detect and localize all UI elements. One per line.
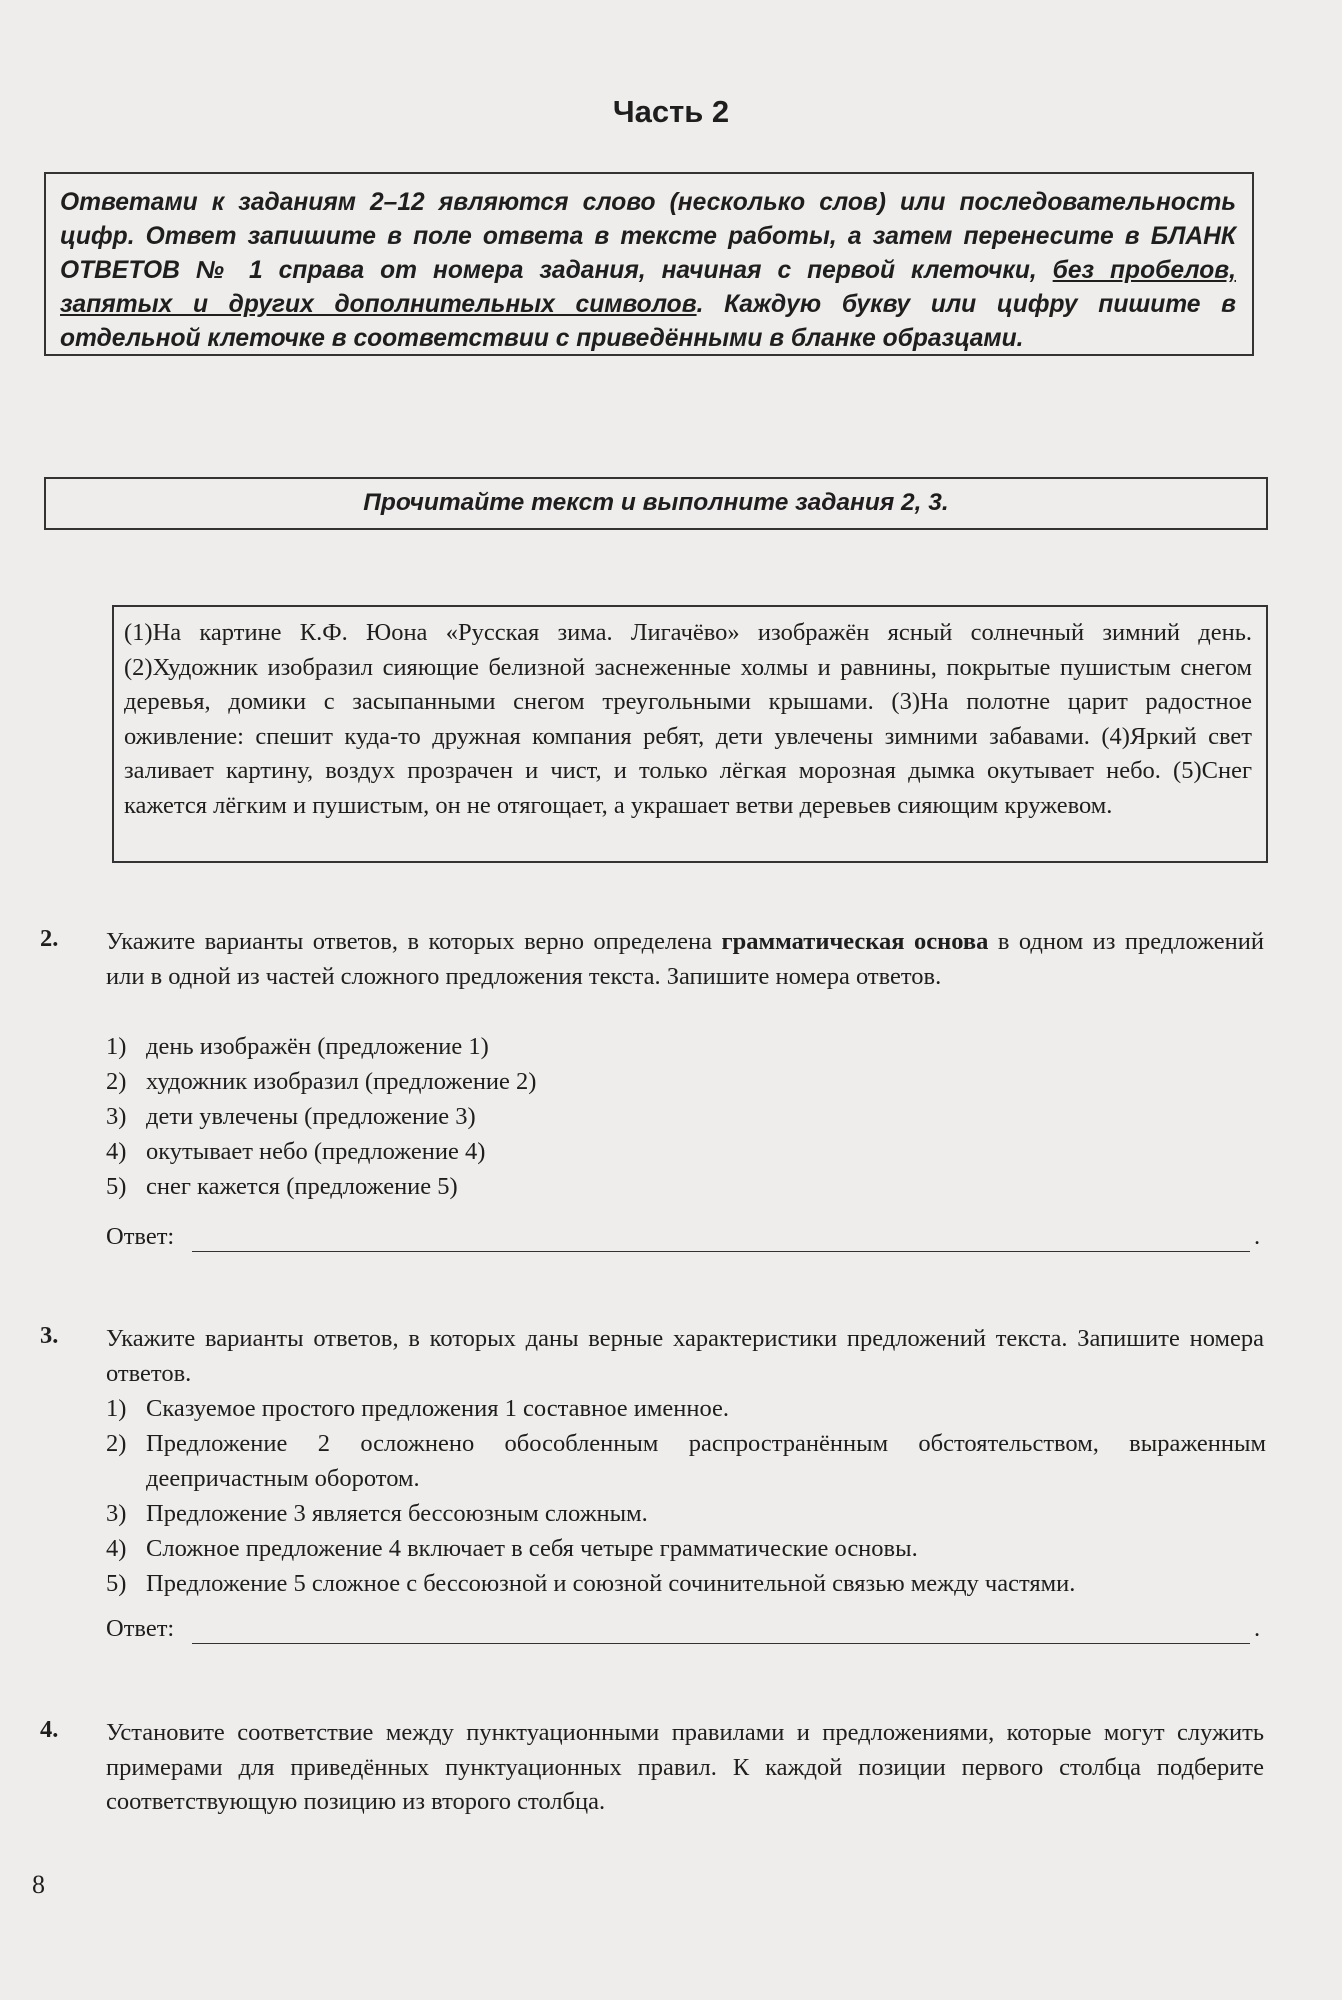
option-text: дети увлечены (предложение 3) — [146, 1103, 476, 1130]
option-number: 5) — [106, 1570, 127, 1597]
question-text-part: в одном из предложений или в одной из частей сложного предложения текста. Запишите номера ответов. — [106, 928, 1264, 990]
option-number: 1) — [106, 1033, 127, 1060]
answer-field[interactable] — [192, 1643, 1250, 1644]
option-text: Предложение 2 осложнено обособленным распространённым обстоятельством, выраженным деепричастным оборотом. — [146, 1430, 1266, 1492]
question-text: Установите соответствие между пунктуационными правилами и предложениями, которые могут служить примерами для приведённых пунктуационных правил. К каждой позиции первого столбца подберите соответствующую позицию из второго столбца. — [106, 1719, 1264, 1815]
instructions-text-end: . Каждую букву или цифру пишите в отдельной клеточке в соответствии с приведёнными в бланке образцами. — [60, 291, 1236, 352]
instructions-underlined: без пробелов, запятых и других дополнительных символов — [60, 257, 1236, 318]
question-text-bold: грамматическая основа — [721, 928, 989, 955]
option-item[interactable] — [106, 1169, 1266, 1204]
answer-end-dot: . — [1254, 1223, 1261, 1250]
option-item[interactable] — [106, 1426, 1266, 1496]
answer-row — [106, 1223, 1266, 1257]
instructions-box — [44, 172, 1254, 356]
option-item[interactable] — [106, 1064, 1266, 1099]
option-item[interactable] — [106, 1391, 1266, 1426]
option-number: 1) — [106, 1395, 127, 1422]
question-number: 2. — [40, 925, 59, 952]
option-text: день изображён (предложение 1) — [146, 1033, 489, 1060]
answer-end-dot: . — [1254, 1615, 1261, 1642]
option-number: 5) — [106, 1173, 127, 1200]
options-list — [106, 1029, 1266, 1204]
option-item[interactable] — [106, 1099, 1266, 1134]
options-list — [106, 1391, 1266, 1601]
option-text: Предложение 5 сложное с бессоюзной и союзной сочинительной связью между частями. — [146, 1570, 1076, 1597]
option-number: 2) — [106, 1430, 127, 1457]
option-text: Сказуемое простого предложения 1 составное именное. — [146, 1395, 729, 1422]
option-number: 2) — [106, 1068, 127, 1095]
answer-field[interactable] — [192, 1251, 1250, 1252]
answer-label: Ответ: — [106, 1615, 175, 1642]
option-number: 4) — [106, 1535, 127, 1562]
option-item[interactable] — [106, 1531, 1266, 1566]
question-text-part: Укажите варианты ответов, в которых верно определена — [106, 928, 722, 955]
option-text: Сложное предложение 4 включает в себя четыре грамматические основы. — [146, 1535, 918, 1562]
read-instruction-box: Прочитайте текст и выполните задания 2, 3. — [44, 477, 1268, 530]
option-text: окутывает небо (предложение 4) — [146, 1138, 486, 1165]
question-text — [106, 925, 1264, 994]
page-number: 8 — [32, 1870, 45, 1899]
answer-row — [106, 1615, 1266, 1649]
option-number: 3) — [106, 1500, 127, 1527]
question-number: 3. — [40, 1322, 59, 1349]
instructions-text: Ответами к заданиям 2–12 являются слово (несколько слов) или последовательность цифр. Ответ запишите в поле ответа в тексте работы, а затем перенесите в БЛАНК ОТВЕТОВ № 1 справа от номера задания, начиная с первой клеточки, — [60, 189, 1236, 284]
option-number: 4) — [106, 1138, 127, 1165]
question-number: 4. — [40, 1716, 59, 1743]
option-item[interactable] — [106, 1029, 1266, 1064]
option-number: 3) — [106, 1103, 127, 1130]
option-item[interactable] — [106, 1566, 1266, 1601]
part-title: Часть 2 — [612, 94, 730, 129]
question-text: Укажите варианты ответов, в которых даны верные характеристики предложений текста. Запишите номера ответов. — [106, 1325, 1264, 1387]
answer-label: Ответ: — [106, 1223, 175, 1250]
option-text: снег кажется (предложение 5) — [146, 1173, 458, 1200]
option-text: художник изобразил (предложение 2) — [146, 1068, 537, 1095]
option-text: Предложение 3 является бессоюзным сложным. — [146, 1500, 648, 1527]
option-item[interactable] — [106, 1134, 1266, 1169]
option-item[interactable] — [106, 1496, 1266, 1531]
passage-box: (1)На картине К.Ф. Юона «Русская зима. Лигачёво» изображён ясный солнечный зимний день. (2)Художник изобразил сияющие белизной заснеженные холмы и равнины, покрытые пушистым снегом деревья, домики с засыпанными снегом треугольными крышами. (3)На полотне царит радостное оживление: спешит куда-то дружная компания ребят, дети увлечены зимними забавами. (4)Яркий свет заливает картину, воздух прозрачен и чист, и только лёгкая морозная дымка окутывает небо. (5)Снег кажется лёгким и пушистым, он не отягощает, а украшает ветви деревьев сияющим кружевом. — [112, 605, 1268, 863]
